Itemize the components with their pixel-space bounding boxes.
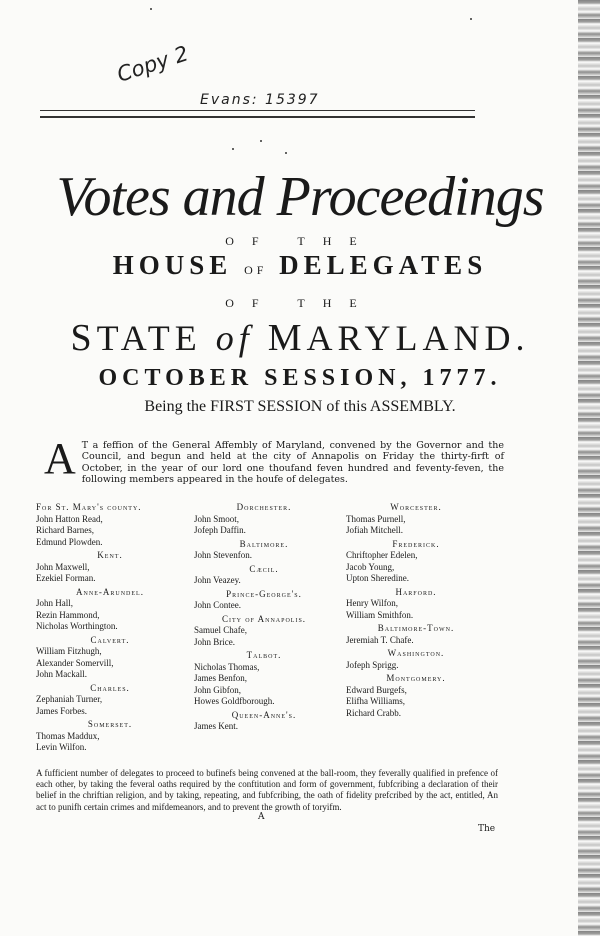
delegate-name: John Veazey. (194, 575, 241, 585)
delegate-name: Jacob Young, (346, 561, 395, 572)
county-heading: Charles. (90, 682, 130, 693)
evans-number: Evans: 15397 (200, 92, 320, 108)
county-heading: Somerset. (87, 719, 133, 729)
ink-speck (150, 8, 152, 10)
delegate-name: Rezin Hammond, (36, 609, 100, 620)
delegate-name: Jeremiah T. Chafe. (346, 634, 414, 645)
intro-text: T a feffion of the General Affembly of Maryland, convened by the Governor and the Council, and begun and held at the city of Annapolis on Friday the thirty-firft of October, in the year of our lord one thoufand feven hundred and feventy-feven, the following members appeared in the houfe of delegates. (81, 440, 504, 486)
county-heading: Kent. (97, 550, 123, 560)
county-heading: Queen-Anne's. (231, 709, 297, 720)
delegate-name: Alexander Somervill, (36, 657, 114, 668)
title-first-session: Being the FIRST SESSION of this ASSEMBLY. (144, 398, 456, 415)
delegate-name: John Maxwell, (36, 561, 90, 572)
title-october-session: OCTOBER SESSION, 1777. (98, 365, 502, 391)
delegate-name: Edmund Plowden. (36, 536, 103, 547)
delegate-name: Jofiah Mitchell. (346, 525, 403, 535)
delegate-name: Edward Burgefs, (346, 684, 407, 695)
delegate-name: William Fitzhugh, (36, 646, 102, 656)
delegate-name: James Benfon, (194, 673, 247, 683)
delegate-name: Samuel Chafe, (194, 625, 247, 635)
catchword: The (478, 824, 496, 834)
rule-top (40, 110, 475, 111)
delegate-name: Jofeph Daffin. (194, 525, 246, 535)
county-heading: Talbot. (246, 650, 282, 660)
delegate-name: James Forbes. (36, 705, 87, 716)
delegate-name: Jofeph Sprigg. (346, 659, 399, 670)
ink-speck (260, 140, 262, 142)
rule-bottom (40, 116, 475, 118)
delegate-name: Howes Goldfborough. (194, 696, 275, 706)
title-state-of-maryland: STATE of MARYLAND. (70, 317, 530, 359)
title-house-of-delegates: HOUSE OF DELEGATES (112, 250, 488, 280)
delegate-name: John Contee. (194, 600, 241, 610)
county-heading: Washington. (387, 648, 445, 658)
title-of-the-1: OF THE (225, 234, 375, 248)
county-heading: Montgomery. (386, 673, 446, 683)
delegate-name: John Hatton Read, (36, 513, 103, 524)
delegate-name: Nicholas Worthington. (36, 621, 118, 631)
ink-speck (470, 18, 472, 20)
delegate-name: William Smithfon. (346, 609, 414, 620)
delegate-name: Henry Wilfon, (346, 598, 398, 608)
delegates-column-2 (194, 500, 334, 733)
title-of-the-2: OF THE (225, 296, 375, 310)
ink-speck (285, 152, 287, 154)
handwritten-copy-note: Copy 2 (114, 41, 192, 87)
delegate-name: Richard Crabb. (346, 707, 401, 718)
delegate-name: Ezekiel Forman. (36, 573, 96, 583)
county-heading: For St. Mary's county. (36, 502, 142, 512)
delegate-name: John Gibfon, (194, 684, 241, 695)
delegates-column-1 (36, 500, 184, 754)
binding-edge (578, 0, 600, 936)
delegate-name: John Stevenfon. (194, 550, 252, 560)
county-heading: Prince-George's. (226, 588, 302, 599)
delegate-name: Levin Wilfon. (36, 742, 87, 752)
delegate-name: Nicholas Thomas, (194, 661, 260, 672)
delegate-name: Chriftopher Edelen, (346, 550, 418, 560)
county-heading: Calvert. (90, 634, 130, 645)
county-heading: City of Annapolis. (221, 613, 307, 624)
county-heading: Baltimore. (239, 538, 289, 549)
delegate-name: Richard Barnes, (36, 525, 94, 535)
county-heading: Cæcil. (249, 563, 279, 574)
delegate-name: Upton Sheredine. (346, 573, 409, 583)
county-heading: Dorchester. (236, 502, 292, 512)
ink-speck (232, 148, 234, 150)
intro-paragraph (44, 434, 504, 486)
county-heading: Harford. (395, 586, 437, 597)
county-heading: Frederick. (392, 538, 440, 549)
delegate-name: John Hall, (36, 598, 73, 608)
delegate-name: John Smoot, (194, 513, 240, 524)
signature-mark: A (258, 812, 265, 822)
footer-paragraph: A fufficient number of delegates to proceed to bufinefs being convened at the ball-room, they feverally qualified in prefence of each other, by taking the feveral oaths required by the conftitution and form of government, fubfcribing a declaration of their belief in the chriftian religion, and by taking, repeating, and fubfcribing, the oath of fidelity prefcribed by the act, entitled, An act to punifh certain crimes and mifdemeanors, and to prevent the growth of toryifm. (36, 768, 498, 812)
county-heading: Baltimore-Town. (377, 623, 455, 633)
county-heading: Anne-Arundel. (76, 586, 144, 597)
delegate-name: John Brice. (194, 636, 235, 647)
drop-cap: A (44, 434, 76, 483)
delegate-name: Thomas Maddux, (36, 730, 100, 741)
title-votes-and-proceedings: Votes and Proceedings (56, 166, 544, 228)
delegate-name: Zephaniah Turner, (36, 694, 103, 704)
delegate-name: Thomas Purnell, (346, 513, 406, 524)
county-heading: Worcester. (390, 502, 442, 512)
delegate-name: John Mackall. (36, 669, 87, 679)
delegate-name: Elifha Williams, (346, 696, 405, 706)
delegates-column-3 (346, 500, 486, 719)
delegate-name: James Kent. (194, 721, 238, 731)
